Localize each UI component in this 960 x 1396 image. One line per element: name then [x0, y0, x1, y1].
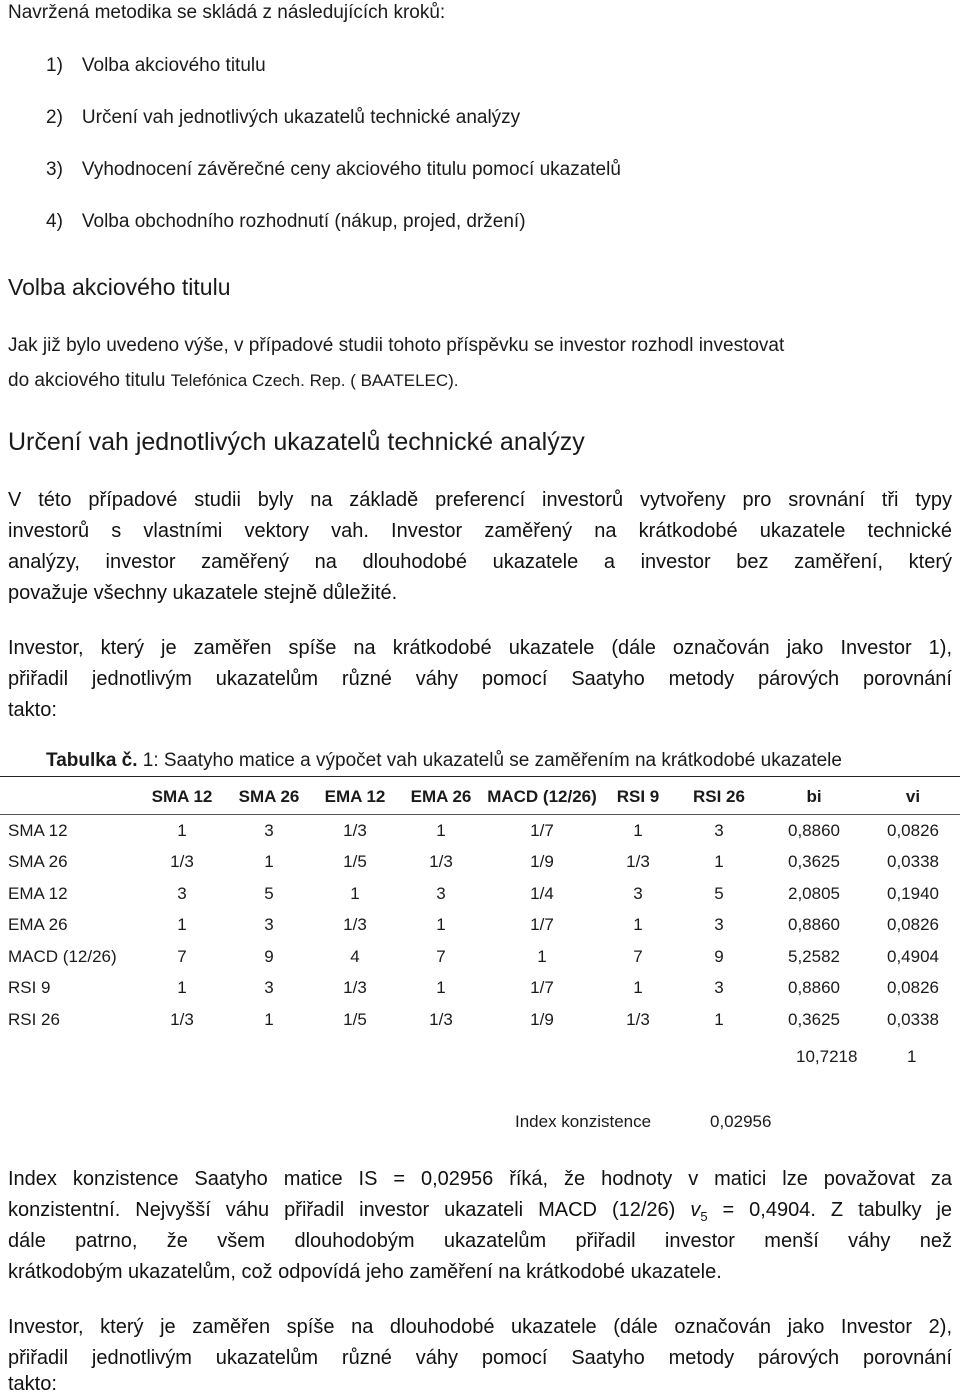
- step-3: 3) Vyhodnocení závěrečné ceny akciového titulu pomocí ukazatelů: [46, 159, 621, 180]
- header-cell: bi: [762, 780, 866, 815]
- table-cell: 3: [633, 883, 643, 903]
- table-cell: 1/9: [530, 1009, 554, 1029]
- section-heading-urceni: Určení vah jednotlivých ukazatelů technické analýzy: [8, 428, 585, 456]
- v-symbol: v: [690, 1199, 701, 1221]
- step-1: 1) Volba akciového titulu: [46, 55, 266, 76]
- table-cell: 1/5: [343, 852, 367, 872]
- paragraph-line: považuje všechny ukazatele stejně důležité.: [8, 582, 398, 604]
- table-cell: 1/3: [170, 852, 194, 872]
- consistency-value: 0,02956: [710, 1112, 772, 1131]
- table-cell: 0,0338: [887, 852, 939, 872]
- table-cell: 4: [350, 946, 360, 966]
- caption-text: 1: Saatyho matice a výpočet vah ukazatelů se zaměřením na krátkodobé ukazatele: [137, 750, 842, 771]
- row-label: EMA 12: [8, 883, 68, 903]
- table-cell: 1: [633, 915, 643, 935]
- row-label: RSI 9: [8, 978, 51, 998]
- header-cell: MACD (12/26): [484, 780, 600, 815]
- table-cell: 1: [714, 1009, 724, 1029]
- sum-bi: 10,7218: [796, 1047, 858, 1066]
- paragraph-line: [8, 368, 459, 394]
- table-cell: 0,8860: [788, 915, 840, 935]
- paragraph-line: krátkodobým ukazatelům, což odpovídá jeho zaměření na krátkodobé ukazatele.: [8, 1261, 722, 1283]
- table-row: [0, 941, 960, 973]
- paragraph-line: Investor, který je zaměřen spíše na krátkodobé ukazatele (dále označován jako Investor 1),: [8, 637, 952, 659]
- paragraph-line: přiřadil jednotlivým ukazatelům různé váhy pomocí Saatyho metody párových porovnání: [8, 1347, 952, 1369]
- paragraph-text: konzistentní. Nejvyšší váhu přiřadil investor ukazateli MACD (12/26): [8, 1199, 691, 1221]
- table-caption: [46, 748, 842, 774]
- table-cell: 1/3: [170, 1009, 194, 1029]
- table-cell: 1: [177, 820, 187, 840]
- table-row: [0, 1004, 960, 1036]
- row-label: SMA 26: [8, 852, 68, 872]
- table-cell: 1: [633, 820, 643, 840]
- paragraph-line: V této případové studii byly na základě preferencí investorů vytvořeny pro srovnání tři typy: [8, 489, 952, 511]
- table-cell: 1/3: [343, 820, 367, 840]
- table-cell: 1: [537, 946, 547, 966]
- paragraph-text: do akciového titulu: [8, 370, 171, 391]
- header-cell: [0, 780, 138, 815]
- table-cell: 0,0826: [887, 820, 939, 840]
- table-cell: 0,0826: [887, 915, 939, 935]
- table-header-row: [0, 780, 960, 815]
- header-cell: vi: [866, 780, 960, 815]
- table-row: [0, 847, 960, 879]
- paragraph-line: takto:: [8, 1373, 57, 1395]
- paragraph-line: takto:: [8, 699, 57, 721]
- header-cell: RSI 9: [600, 780, 676, 815]
- table-row: [0, 910, 960, 942]
- table-cell: 9: [264, 946, 274, 966]
- table-cell: 5: [714, 883, 724, 903]
- row-label: SMA 12: [8, 820, 68, 840]
- header-cell: EMA 12: [312, 780, 398, 815]
- table-cell: 0,0338: [887, 1009, 939, 1029]
- table-row: [0, 878, 960, 910]
- row-label: RSI 26: [8, 1009, 60, 1029]
- table-cell: 0,0826: [887, 978, 939, 998]
- table-cell: 0,8860: [788, 978, 840, 998]
- table-cell: 1: [436, 820, 446, 840]
- table-cell: 7: [436, 946, 446, 966]
- table-cell: 5: [264, 883, 274, 903]
- table-cell: 3: [177, 883, 187, 903]
- saaty-matrix-table: [0, 780, 960, 1036]
- table-cell: 1/5: [343, 1009, 367, 1029]
- table-cell: 2,0805: [788, 883, 840, 903]
- header-cell: SMA 26: [226, 780, 312, 815]
- table-cell: 1/3: [626, 852, 650, 872]
- sum-vi: 1: [907, 1047, 917, 1066]
- paragraph-line: přiřadil jednotlivým ukazatelům různé váhy pomocí Saatyho metody párových porovnání: [8, 668, 952, 690]
- table-cell: 3: [436, 883, 446, 903]
- consistency-label: Index konzistence: [515, 1112, 652, 1131]
- table-row: [0, 815, 960, 847]
- paragraph-line: analýzy, investor zaměřený na dlouhodobé ukazatele a investor bez zaměření, který: [8, 551, 952, 573]
- table-cell: 0,4904: [887, 946, 939, 966]
- table-cell: 1: [714, 852, 724, 872]
- table-cell: 5,2582: [788, 946, 840, 966]
- table-cell: 1/7: [530, 978, 554, 998]
- table-cell: 0,3625: [788, 1009, 840, 1029]
- table-cell: 1/3: [626, 1009, 650, 1029]
- intro-text: Navržená metodika se skládá z následujících kroků:: [8, 2, 446, 23]
- table-cell: 0,1940: [887, 883, 939, 903]
- table-cell: 0,3625: [788, 852, 840, 872]
- paragraph-line: dále patrno, že všem dlouhodobým ukazatelům přiřadil investor menší váhy než: [8, 1230, 952, 1252]
- header-cell: RSI 26: [676, 780, 762, 815]
- paragraph-line: Jak již bylo uvedeno výše, v případové studii tohoto příspěvku se investor rozhodl investovat: [8, 335, 785, 356]
- table-cell: 1/7: [530, 915, 554, 935]
- table-cell: 1/3: [343, 978, 367, 998]
- paragraph-line: Index konzistence Saatyho matice IS = 0,02956 říká, že hodnoty v matici lze považovat za: [8, 1168, 952, 1190]
- table-cell: 1: [436, 978, 446, 998]
- paragraph-line: Investor, který je zaměřen spíše na dlouhodobé ukazatele (dále označován jako Investor 2),: [8, 1316, 952, 1338]
- row-label: EMA 26: [8, 915, 68, 935]
- caption-rule: [0, 776, 960, 777]
- v-subscript: 5: [700, 1209, 708, 1224]
- table-cell: 3: [714, 820, 724, 840]
- table-cell: 1/7: [530, 820, 554, 840]
- caption-label: Tabulka č.: [46, 750, 138, 771]
- table-cell: 1/3: [429, 1009, 453, 1029]
- section-heading-volba: Volba akciového titulu: [8, 274, 231, 300]
- table-cell: 1: [177, 915, 187, 935]
- table-cell: 7: [177, 946, 187, 966]
- header-cell: SMA 12: [138, 780, 226, 815]
- table-cell: 1: [350, 883, 360, 903]
- header-cell: EMA 26: [398, 780, 484, 815]
- paragraph-text: = 0,4904. Z tabulky je: [707, 1199, 953, 1221]
- table-cell: 1/3: [343, 915, 367, 935]
- paragraph-line: investorů s vlastními vektory vah. Investor zaměřený na krátkodobé ukazatele technické: [8, 520, 952, 542]
- table-cell: 1: [177, 978, 187, 998]
- step-4: 4) Volba obchodního rozhodnutí (nákup, projed, držení): [46, 211, 526, 232]
- row-label: MACD (12/26): [8, 946, 117, 966]
- table-cell: 1/3: [429, 852, 453, 872]
- table-cell: 3: [264, 820, 274, 840]
- table-cell: 3: [264, 915, 274, 935]
- table-cell: 3: [264, 978, 274, 998]
- ticker-text: Telefónica Czech. Rep. ( BAATELEC).: [170, 371, 459, 390]
- table-cell: 7: [633, 946, 643, 966]
- table-cell: 1/4: [530, 883, 554, 903]
- table-cell: 1/9: [530, 852, 554, 872]
- table-cell: 1: [436, 915, 446, 935]
- table-cell: 3: [714, 915, 724, 935]
- table-cell: 3: [714, 978, 724, 998]
- table-cell: 1: [264, 852, 274, 872]
- table-cell: 9: [714, 946, 724, 966]
- table-cell: 1: [633, 978, 643, 998]
- table-row: [0, 973, 960, 1005]
- table-cell: 0,8860: [788, 820, 840, 840]
- step-2: 2) Určení vah jednotlivých ukazatelů technické analýzy: [46, 107, 521, 128]
- table-cell: 1: [264, 1009, 274, 1029]
